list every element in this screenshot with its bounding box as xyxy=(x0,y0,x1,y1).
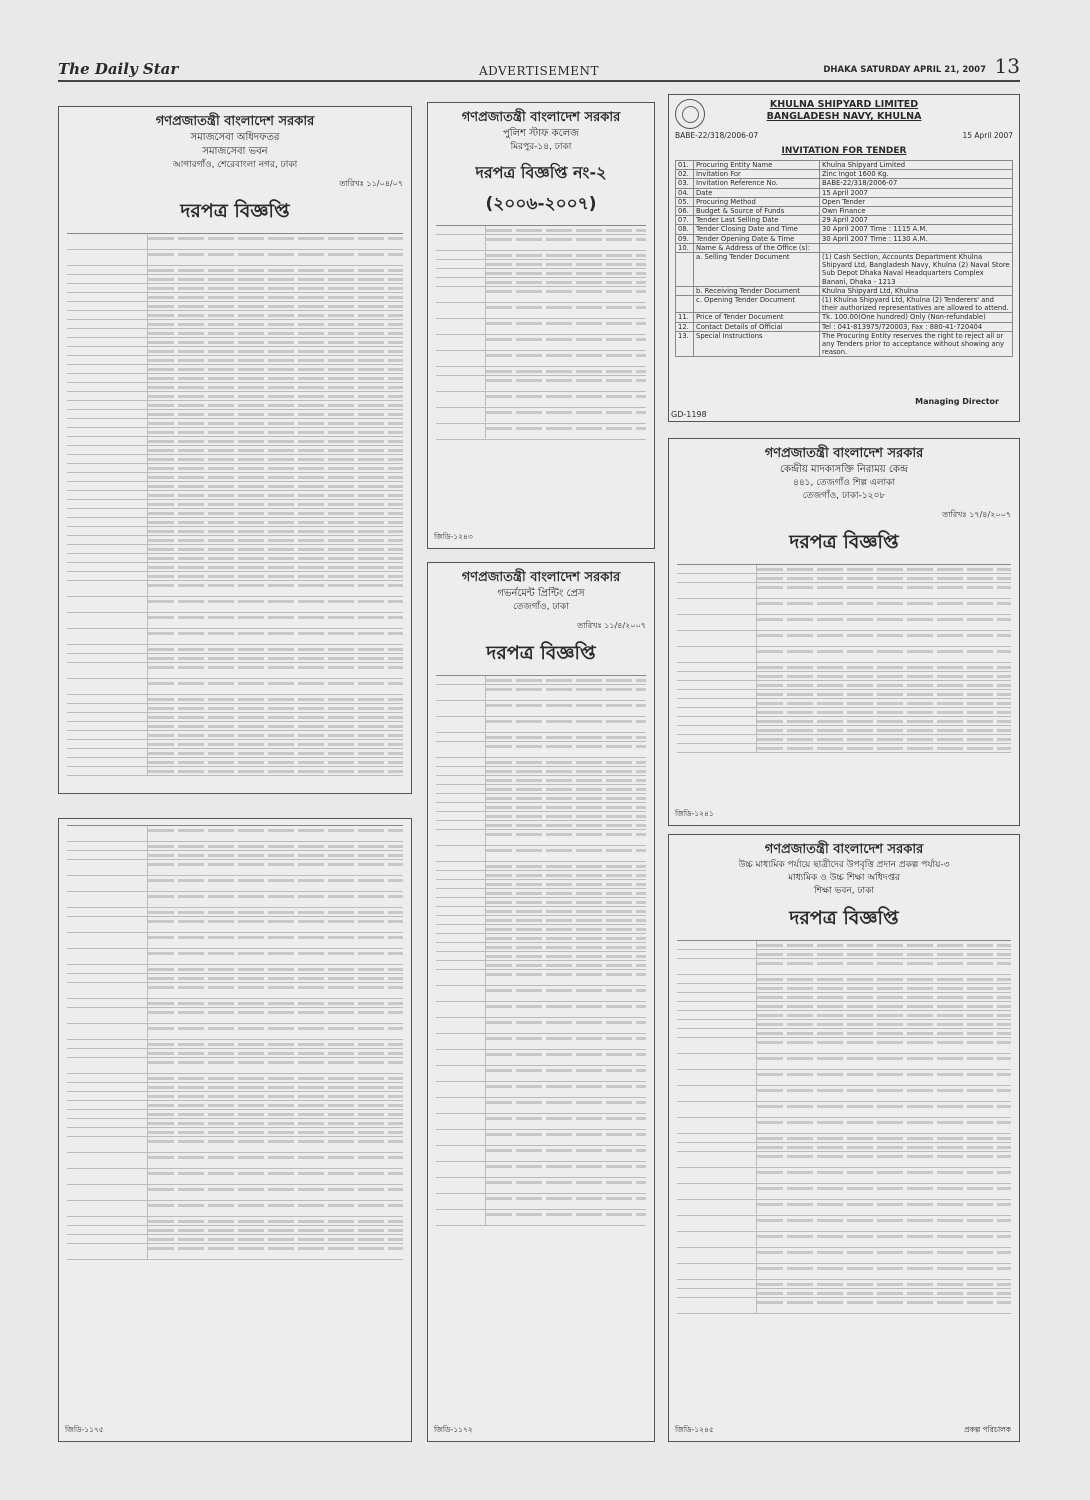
tender-detail-item: Invitation Reference No. xyxy=(694,179,820,188)
tender-detail-no: 02. xyxy=(676,170,694,179)
tender-detail-no: 09. xyxy=(676,234,694,243)
tender-detail-row xyxy=(676,243,1013,252)
tender-detail-item: Invitation For xyxy=(694,170,820,179)
signatory: Managing Director xyxy=(915,397,999,406)
notice-title: দরপত্র বিজ্ঞপ্তি নং-২ xyxy=(475,163,607,182)
tender-table-continued xyxy=(67,825,403,1260)
page-number: 13 xyxy=(994,54,1020,78)
tender-detail-item: c. Opening Tender Document xyxy=(694,296,820,313)
govt-heading: গণপ্রজাতন্ত্রী বাংলাদেশ সরকার xyxy=(764,446,924,461)
education-project-tender-ad xyxy=(668,834,1020,1442)
tender-detail-row xyxy=(676,197,1013,206)
tender-details-table xyxy=(675,160,1013,357)
tender-detail-value: Khulna Shipyard Limited xyxy=(820,161,1013,170)
tender-detail-row xyxy=(676,286,1013,295)
department-address: শিক্ষা ভবন, ঢাকা xyxy=(813,886,875,896)
tender-reference: BABE-22/318/2006-07 xyxy=(675,131,759,140)
tender-detail-no: 13. xyxy=(676,331,694,357)
notice-date: তারিখঃ ১১/০৪/০৭ xyxy=(339,179,403,188)
project-name: উচ্চ মাধ্যমিক পর্যায়ে ছাত্রীদের উপবৃত্তি প্রদান প্রকল্প পর্যায়-৩ xyxy=(738,860,950,870)
tender-detail-item: Budget & Source of Funds xyxy=(694,207,820,216)
department-name: গভর্নমেন্ট প্রিন্টিং প্রেস xyxy=(497,588,585,599)
tender-detail-value: The Procuring Entity reserves the right to reject all or any Tenders prior to acceptance without showing any reason. xyxy=(820,331,1013,357)
tender-date: 15 April 2007 xyxy=(962,131,1013,140)
tender-detail-row xyxy=(676,234,1013,243)
printing-press-tender-ad xyxy=(427,562,655,1442)
department-city: তেজগাঁও, ঢাকা-১২০৮ xyxy=(802,491,886,501)
tender-detail-no xyxy=(676,253,694,287)
police-staff-college-tender-ad xyxy=(427,102,655,549)
tender-detail-item: Contact Details of Official xyxy=(694,322,820,331)
tender-table xyxy=(436,675,646,1226)
tender-detail-value: Own Finance xyxy=(820,207,1013,216)
govt-heading: গণপ্রজাতন্ত্রী বাংলাদেশ সরকার xyxy=(764,842,924,857)
section-name: ADVERTISEMENT xyxy=(478,64,600,78)
notice-title: দরপত্র বিজ্ঞপ্তি xyxy=(789,907,899,929)
tender-table xyxy=(67,233,403,776)
tender-detail-item: Date xyxy=(694,188,820,197)
gd-reference: জিডি-১২৪৫ xyxy=(675,1425,714,1434)
tender-detail-row xyxy=(676,322,1013,331)
tender-detail-item: Name & Address of the Office (s): xyxy=(694,243,820,252)
tender-detail-value: Zinc Ingot 1600 Kg. xyxy=(820,170,1013,179)
tender-detail-item: Procuring Method xyxy=(694,197,820,206)
gd-reference: GD-1198 xyxy=(671,410,707,419)
tender-detail-item: a. Selling Tender Document xyxy=(694,253,820,287)
notice-date: তারিখঃ ১১/৪/২০০৭ xyxy=(577,621,646,630)
tender-detail-no: 04. xyxy=(676,188,694,197)
tender-detail-no: 11. xyxy=(676,313,694,322)
tender-detail-value: 29 April 2007 xyxy=(820,216,1013,225)
department-address: তেজগাঁও, ঢাকা xyxy=(513,602,569,612)
govt-heading: গণপ্রজাতন্ত্রী বাংলাদেশ সরকার xyxy=(155,114,315,129)
organization-subname: BANGLADESH NAVY, KHULNA xyxy=(766,111,922,122)
tender-detail-value xyxy=(820,243,1013,252)
tender-detail-item: Tender Opening Date & Time xyxy=(694,234,820,243)
tender-detail-value: 30 April 2007 Time : 1115 A.M. xyxy=(820,225,1013,234)
department-name: মাধ্যমিক ও উচ্চ শিক্ষা অধিদপ্তর xyxy=(788,873,900,883)
tender-detail-value: (1) Khulna Shipyard Ltd, Khulna (2) Tenderers' and their authorized representatives are allowed to attend. xyxy=(820,296,1013,313)
tender-detail-item: Special Instructions xyxy=(694,331,820,357)
tender-detail-value: 30 April 2007 Time : 1130 A.M. xyxy=(820,234,1013,243)
gd-reference: জিডি-১১৭৫ xyxy=(65,1425,104,1434)
tender-detail-value: Tel : 041-813975/720003, Fax : 880-41-720404 xyxy=(820,322,1013,331)
tender-detail-no: 08. xyxy=(676,225,694,234)
tender-detail-item: b. Receiving Tender Document xyxy=(694,286,820,295)
tender-detail-row xyxy=(676,179,1013,188)
notice-date: তারিখঃ ১৭/৪/২০০৭ xyxy=(942,510,1011,519)
tender-detail-no: 10. xyxy=(676,243,694,252)
tender-detail-row xyxy=(676,296,1013,313)
tender-detail-value: BABE-22/318/2006-07 xyxy=(820,179,1013,188)
tender-detail-value: Open Tender xyxy=(820,197,1013,206)
tender-detail-value: (1) Cash Section, Accounts Department Khulna Shipyard Ltd, Bangladesh Navy, Khulna (2) Naval Store Sub Depot Dhaka Naval Headquarters Complex Banani, Dhaka - 1213 xyxy=(820,253,1013,287)
department-name: পুলিশ স্টাফ কলেজ xyxy=(502,128,580,139)
invitation-heading: INVITATION FOR TENDER xyxy=(781,146,907,156)
tender-table xyxy=(677,564,1011,753)
notice-title: দরপত্র বিজ্ঞপ্তি xyxy=(486,642,596,664)
govt-heading: গণপ্রজাতন্ত্রী বাংলাদেশ সরকার xyxy=(461,110,621,125)
signatory: প্রকল্প পরিচালক xyxy=(963,1425,1011,1434)
tender-detail-value: 15 April 2007 xyxy=(820,188,1013,197)
notice-title: দরপত্র বিজ্ঞপ্তি xyxy=(789,531,899,553)
tender-detail-no: 07. xyxy=(676,216,694,225)
newspaper-name: The Daily Star xyxy=(58,60,179,78)
tender-table xyxy=(677,940,1011,1314)
tender-detail-no: 12. xyxy=(676,322,694,331)
social-services-tender-continued xyxy=(58,818,412,1442)
tender-detail-row xyxy=(676,313,1013,322)
govt-heading: গণপ্রজাতন্ত্রী বাংলাদেশ সরকার xyxy=(461,570,621,585)
tender-detail-no xyxy=(676,286,694,295)
tender-detail-row xyxy=(676,253,1013,287)
tender-detail-no: 06. xyxy=(676,207,694,216)
department-name: সমাজসেবা অধিদফতর xyxy=(190,132,280,143)
tender-detail-row xyxy=(676,207,1013,216)
notice-title: দরপত্র বিজ্ঞপ্তি xyxy=(180,200,290,222)
tender-detail-no: 05. xyxy=(676,197,694,206)
tender-detail-value: Tk. 100.00(One hundred) Only (Non-refundable) xyxy=(820,313,1013,322)
department-name: কেন্দ্রীয় মাদকাসক্তি নিরাময় কেন্দ্র xyxy=(779,464,909,475)
tender-detail-row xyxy=(676,225,1013,234)
tender-detail-item: Procuring Entity Name xyxy=(694,161,820,170)
navy-logo-icon xyxy=(675,99,705,129)
shipyard-tender-ad xyxy=(668,94,1020,422)
masthead xyxy=(58,54,1020,82)
tender-detail-row xyxy=(676,170,1013,179)
tender-table xyxy=(436,225,646,440)
dateline: DHAKA SATURDAY APRIL 21, 2007 xyxy=(823,65,986,75)
tender-detail-item: Price of Tender Document xyxy=(694,313,820,322)
department-address: আগারগাঁও, শেরেবাংলা নগর, ঢাকা xyxy=(172,160,298,170)
gd-reference: জিডি-১২৪৩ xyxy=(434,532,473,541)
building-name: সমাজসেবা ভবন xyxy=(202,146,268,157)
gd-reference: জিডি-১১৭২ xyxy=(434,1425,473,1434)
social-services-tender-ad xyxy=(58,106,412,794)
department-address: ৪৪১, তেজগাঁও শিল্প এলাকা xyxy=(793,478,895,488)
tender-detail-no: 01. xyxy=(676,161,694,170)
tender-detail-row xyxy=(676,188,1013,197)
tender-detail-row xyxy=(676,216,1013,225)
treatment-centre-tender-ad xyxy=(668,438,1020,826)
tender-detail-row xyxy=(676,161,1013,170)
tender-detail-item: Tender Closing Date and Time xyxy=(694,225,820,234)
tender-detail-item: Tender Last Selling Date xyxy=(694,216,820,225)
tender-detail-value: Khulna Shipyard Ltd, Khulna xyxy=(820,286,1013,295)
tender-detail-row xyxy=(676,331,1013,357)
tender-detail-no: 03. xyxy=(676,179,694,188)
notice-year: (২০০৬-২০০৭) xyxy=(485,194,597,214)
organization-name: KHULNA SHIPYARD LIMITED xyxy=(769,99,919,110)
tender-detail-no xyxy=(676,296,694,313)
department-address: মিরপুর-১৪, ঢাকা xyxy=(510,142,572,152)
gd-reference: জিডি-১২৪১ xyxy=(675,809,714,818)
